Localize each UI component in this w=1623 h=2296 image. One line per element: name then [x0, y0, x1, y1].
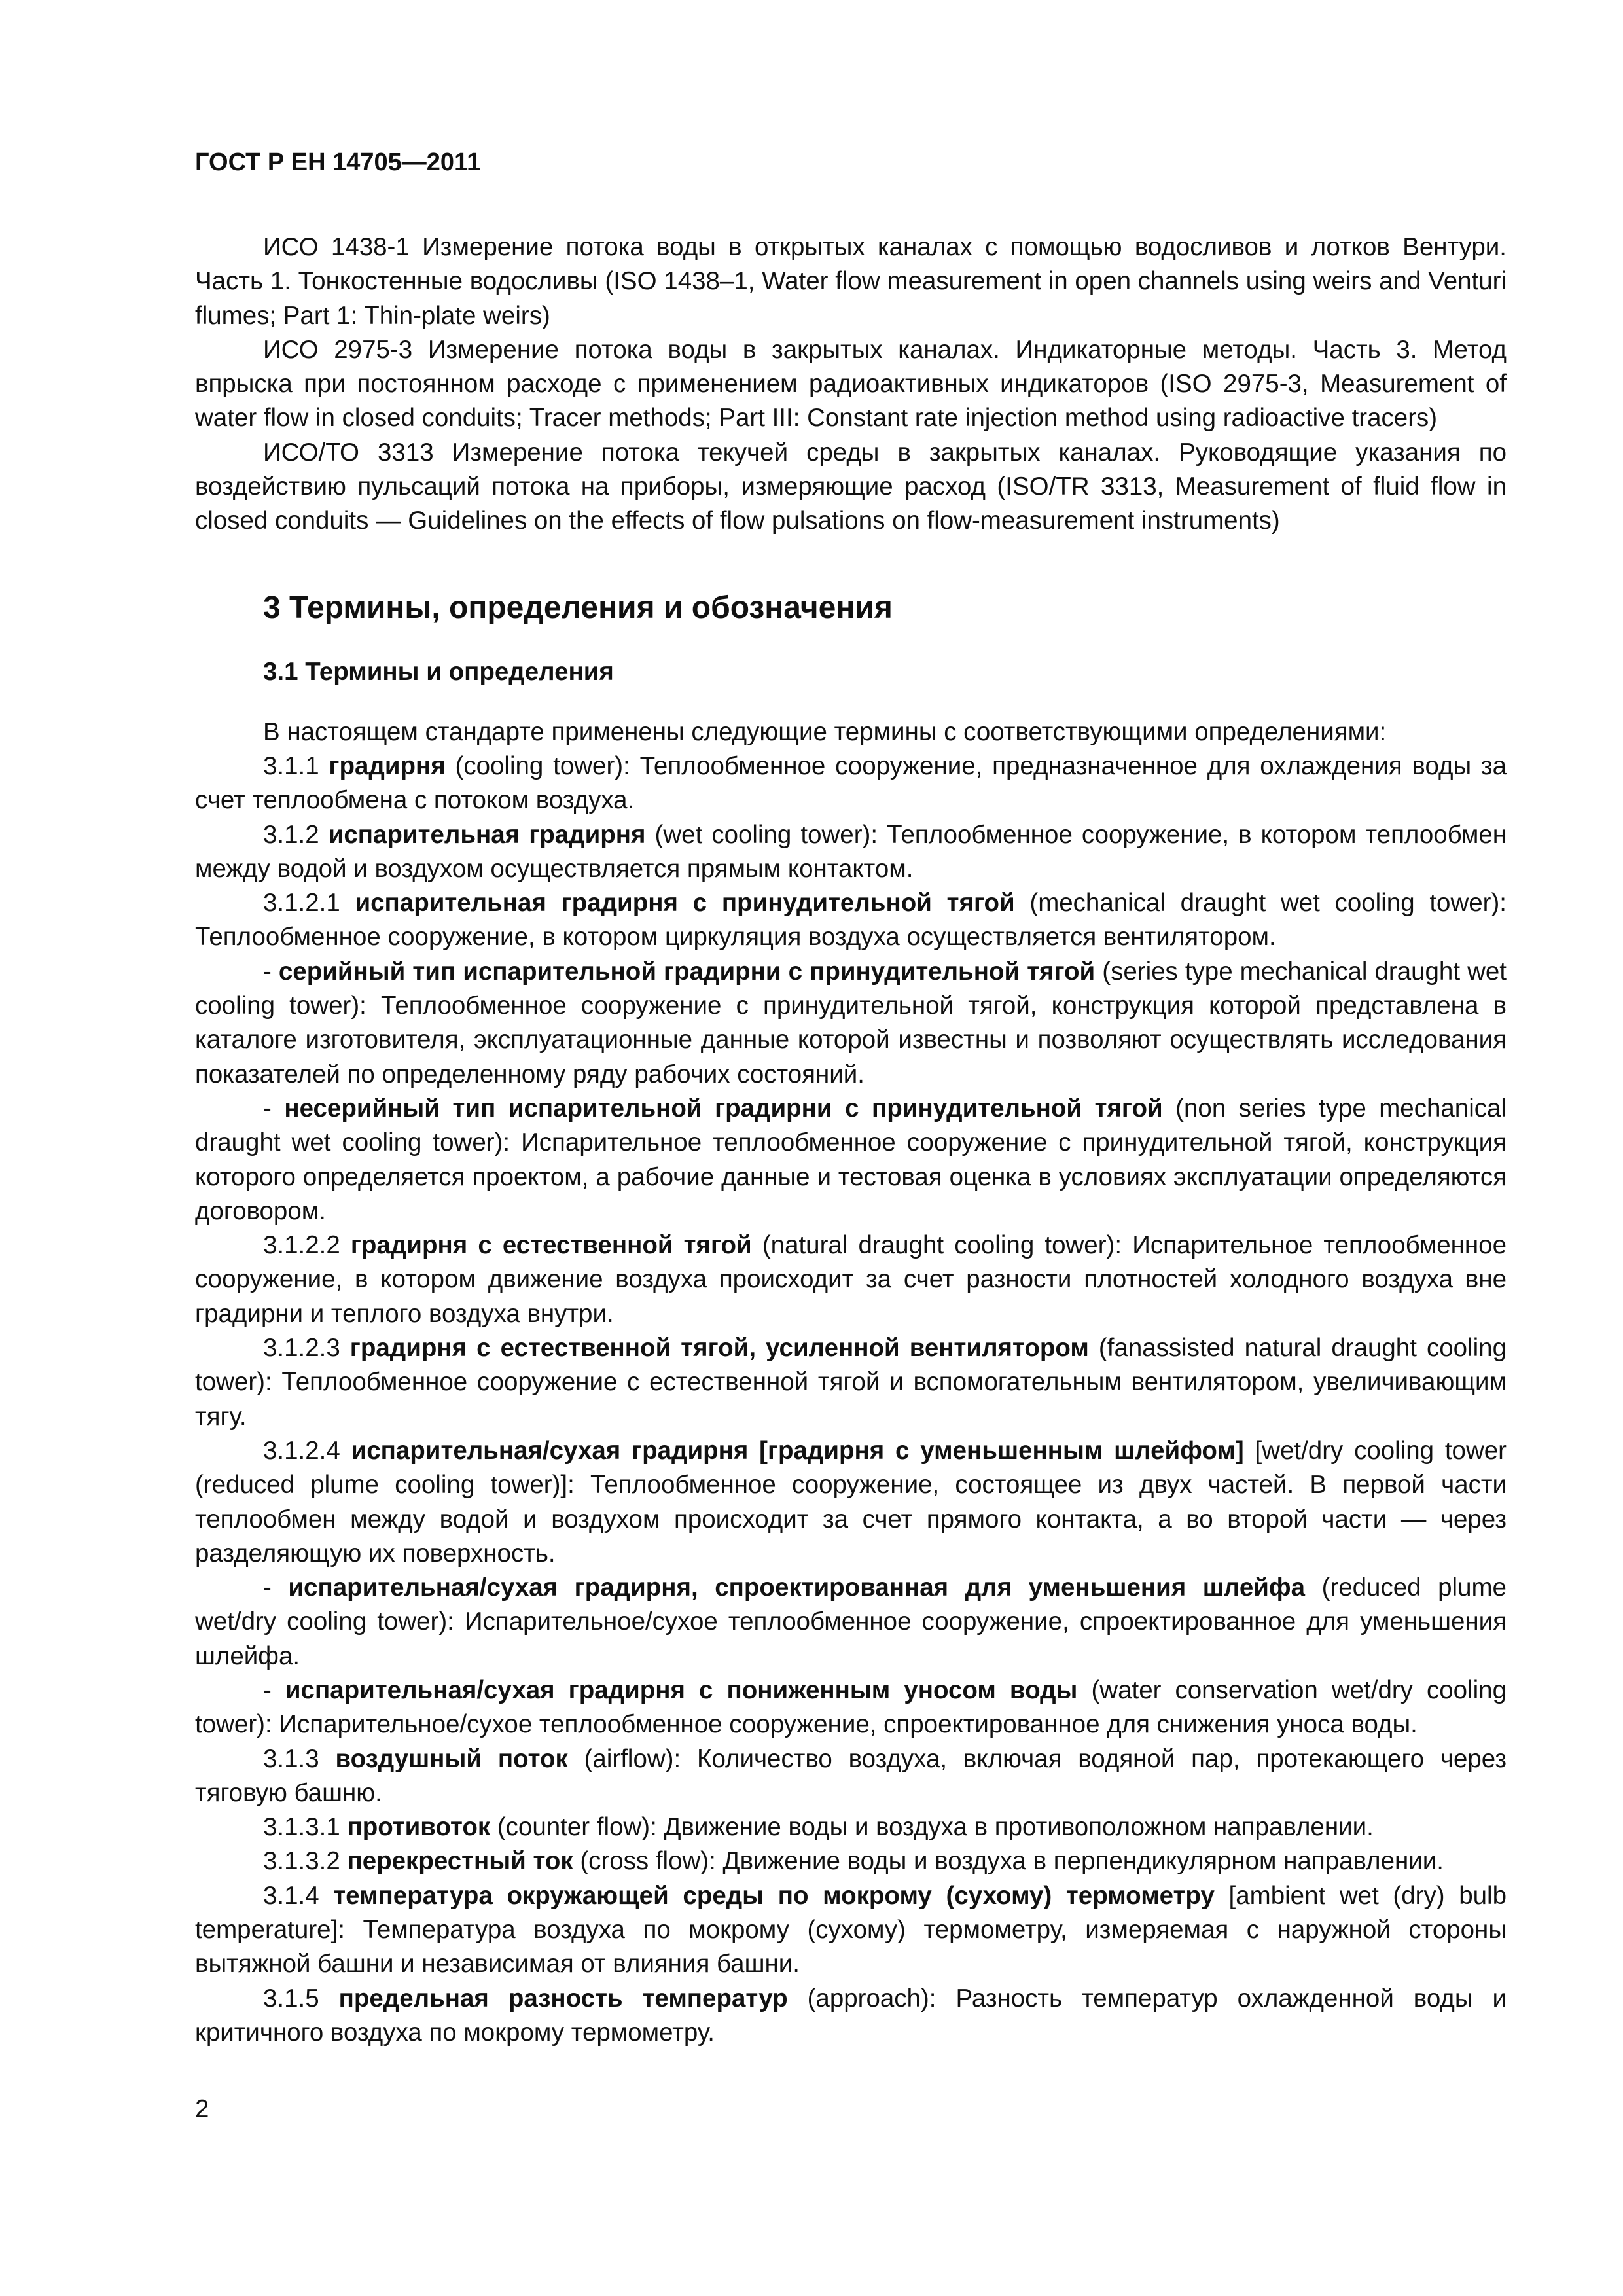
- term-definition: (mechanical draught wet cooling tower): Теплообменное сооружение, в котором циркуляция воздуха осуществляется вентилятором.: [195, 889, 1507, 952]
- term-name: испарительная/сухая градирня [градирня с уменьшенным шлейфом]: [351, 1436, 1244, 1465]
- term-number: 3.1.3.1: [263, 1813, 348, 1842]
- term-definition: (natural draught cooling tower): Испарительное теплообменное сооружение, в котором движение воздуха происходит за счет разности плотностей холодного воздуха вне градирни и теплого воздуха внутри.: [195, 1231, 1507, 1328]
- reference-iso-tr-3313: ИСО/ТО 3313 Измерение потока текучей среды в закрытых каналах. Руководящие указания по воздействию пульсаций потока на приборы, измеряющие расход (ISO/TR 3313, Measurement of fluid flow in closed conduits — Guidelines on the effects of flow pulsations on flow-measurement instruments): [195, 438, 1507, 535]
- term-3-1-1: [195, 749, 1507, 818]
- term-definition: (water conservation wet/dry cooling tower): Испарительное/сухое теплообменное сооружение, спроектированное для снижения уноса воды.: [195, 1676, 1507, 1739]
- term-3-1-3-2: [195, 1844, 1507, 1878]
- term-3-1-3: [195, 1742, 1507, 1811]
- term-number: 3.1.2: [263, 820, 329, 849]
- subsection-title: 3.1 Термины и определения: [263, 657, 614, 686]
- term-number: 3.1.2.4: [263, 1436, 351, 1465]
- term-number: 3.1.2.2: [263, 1231, 351, 1260]
- term-definition: (fanassisted natural draught cooling tower): Теплообменное сооружение с естественной тягой и вспомогательным вентилятором, увеличивающим тягу.: [195, 1334, 1507, 1431]
- term-name: предельная разность температур: [338, 1984, 788, 2013]
- term-3-1-5: [195, 1982, 1507, 2051]
- term-name: градирня: [329, 751, 446, 780]
- document-header: ГОСТ Р ЕН 14705—2011: [195, 149, 481, 176]
- term-number: 3.1.5: [263, 1984, 339, 2013]
- normative-references: [195, 230, 1507, 539]
- term-3-1-2-2: [195, 1229, 1507, 1331]
- term-3-1-4: [195, 1879, 1507, 1982]
- term-definition: (cross flow): Движение воды и воздуха в перпендикулярном направлении.: [573, 1847, 1444, 1876]
- term-number: 3.1.3.2: [263, 1847, 348, 1876]
- term-3-1-2-1: [195, 886, 1507, 955]
- term-name: противоток: [347, 1813, 491, 1842]
- term-definition: (cooling tower): Теплообменное сооружение, предназначенное для охлаждения воды за счет теплообмена с потоком воздуха.: [195, 751, 1507, 815]
- term-name: несерийный тип испарительной градирни с принудительной тягой: [284, 1094, 1163, 1122]
- term-definition: [wet/dry cooling tower (reduced plume cooling tower)]: Теплообменное сооружение, состоящее из двух частей. В первой части теплообмен между водой и воздухом происходит за счет прямого контакта, а во второй части — через разделяющую их поверхность.: [195, 1436, 1507, 1568]
- term-number: -: [263, 957, 279, 986]
- term-name: испарительная градирня с принудительной тягой: [355, 889, 1015, 918]
- term-name: градирня с естественной тягой: [350, 1231, 752, 1260]
- term-definition: (series type mechanical draught wet cooling tower): Теплообменное сооружение с принудительной тягой, конструкция которой представлена в каталоге изготовителя, эксплуатационные данные которой известны и позволяют осуществлять исследования показателей по определенному ряду рабочих состояний.: [195, 957, 1507, 1088]
- terms-intro: В настоящем стандарте применены следующие термины с соответствующими определениями:: [263, 717, 1387, 746]
- reference-iso-2975-3: ИСО 2975-3 Измерение потока воды в закрытых каналах. Индикаторные методы. Часть 3. Метод впрыска при постоянном расходе с применением радиоактивных индикаторов (ISO 2975-3, Measurement of water flow in closed conduits; Tracer methods; Part III: Constant rate injection method using radioactive tracers): [195, 335, 1507, 433]
- term-3-1-2-4: [195, 1434, 1507, 1571]
- term-definition: (airflow): Количество воздуха, включая водяной пар, протекающего через тяговую башню.: [195, 1744, 1507, 1807]
- term-number: -: [263, 1094, 285, 1122]
- term-name: перекрестный ток: [347, 1847, 573, 1876]
- term-name: испарительная/сухая градирня, спроектированная для уменьшения шлейфа: [288, 1573, 1306, 1602]
- term-series-type: [195, 955, 1507, 1092]
- section-title: 3 Термины, определения и обозначения: [263, 590, 893, 625]
- term-definition: (wet cooling tower): Теплообменное сооружение, в котором теплообмен между водой и воздухом осуществляется прямым контактом.: [195, 820, 1507, 883]
- term-3-1-3-1: [195, 1810, 1507, 1844]
- term-number: 3.1.3: [263, 1744, 336, 1773]
- term-definition: (non series type mechanical draught wet cooling tower): Испарительное теплообменное сооружение с принудительной тягой, конструкция которого определяется проектом, а рабочие данные и тестовая оценка в условиях эксплуатации определяются договором.: [195, 1094, 1507, 1225]
- term-non-series-type: [195, 1092, 1507, 1229]
- term-name: испарительная/сухая градирня с пониженным уносом воды: [285, 1676, 1078, 1704]
- term-definition: (approach): Разность температур охлажденной воды и критичного воздуха по мокрому термометру.: [195, 1984, 1507, 2047]
- term-name: градирня с естественной тягой, усиленной вентилятором: [349, 1334, 1089, 1363]
- term-3-1-2-3: [195, 1331, 1507, 1434]
- term-name: воздушный поток: [335, 1744, 568, 1773]
- term-number: 3.1.4: [263, 1881, 334, 1910]
- term-definition: [ambient wet (dry) bulb temperature]: Температура воздуха по мокрому (сухому) термометру, измеряемая с наружной стороны вытяжной башни и независимая от влияния башни.: [195, 1881, 1507, 1979]
- term-name: серийный тип испарительной градирни с принудительной тягой: [278, 957, 1096, 986]
- term-number: 3.1.2.3: [263, 1334, 350, 1363]
- term-number: 3.1.1: [263, 751, 329, 780]
- document-page: [195, 145, 1507, 2050]
- term-number: -: [263, 1676, 285, 1704]
- term-name: температура окружающей среды по мокрому (сухому) термометру: [333, 1881, 1215, 1910]
- term-definition: (reduced plume wet/dry cooling tower): Испарительное/сухое теплообменное сооружение, спроектированное для уменьшения шлейфа.: [195, 1573, 1507, 1670]
- term-number: 3.1.2.1: [263, 889, 355, 918]
- term-water-conservation: [195, 1674, 1507, 1742]
- term-definition: (counter flow): Движение воды и воздуха в противоположном направлении.: [490, 1813, 1374, 1842]
- page-number: 2: [195, 2095, 209, 2123]
- reference-iso-1438-1: ИСО 1438-1 Измерение потока воды в открытых каналах с помощью водосливов и лотков Вентури. Часть 1. Тонкостенные водосливы (ISO 1438–1, Water flow measurement in open channels using weirs and Venturi flumes; Part 1: Thin-plate weirs): [195, 233, 1507, 330]
- term-number: -: [263, 1573, 289, 1602]
- term-3-1-2: [195, 818, 1507, 887]
- term-name: испарительная градирня: [328, 820, 646, 849]
- term-reduced-plume: [195, 1571, 1507, 1674]
